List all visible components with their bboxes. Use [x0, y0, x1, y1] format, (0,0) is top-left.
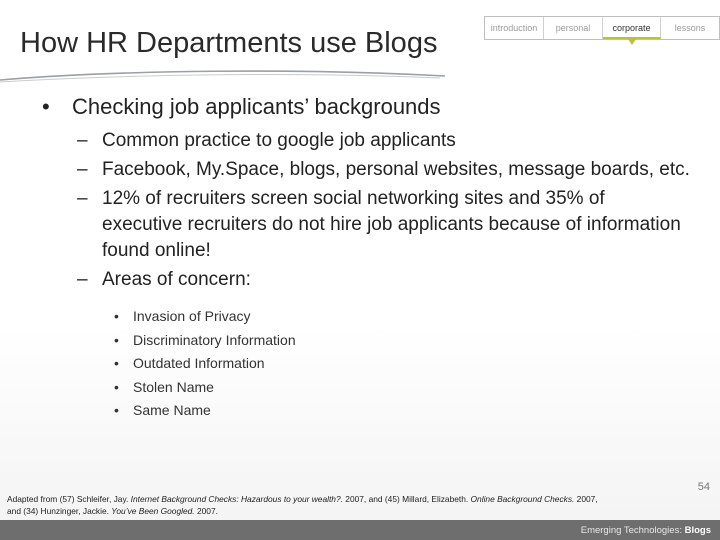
section-nav — [484, 16, 720, 40]
footer-brand-prefix: Emerging Technologies: — [580, 525, 682, 536]
tab-introduction[interactable] — [485, 17, 544, 39]
sub-bullet-text: Facebook, My.Space, blogs, personal websites, message boards, etc. — [102, 159, 690, 180]
sub-bullet-text: 12% of recruiters screen social networking sites and 35% of executive recruiters do not hire job applicants because of information found online! — [102, 188, 681, 261]
citation-footnote — [7, 493, 697, 517]
citation-text: 2007, — [576, 494, 598, 504]
sub-bullet — [40, 186, 690, 264]
concern-text: Outdated Information — [133, 355, 265, 371]
citation-text: 2007. — [196, 506, 218, 516]
sub-bullet-list — [40, 128, 690, 293]
bullet-icon: • — [114, 355, 119, 371]
concern-item — [40, 376, 690, 400]
slide-title: How HR Departments use Blogs — [20, 27, 438, 59]
sub-bullet-text: Common practice to google job applicants — [102, 130, 456, 151]
citation-text: 2007, and (45) Millard, Elizabeth. — [345, 494, 469, 504]
citation-title: Online Background Checks. — [470, 494, 575, 504]
tab-corporate[interactable] — [603, 17, 661, 39]
citation-text: Adapted from (57) Schleifer, Jay. — [7, 494, 129, 504]
footer-bar — [0, 520, 720, 540]
dash-icon: – — [77, 130, 88, 151]
citation-title: Internet Background Checks: Hazardous to your wealth?. — [130, 494, 343, 504]
title-underline-swoosh — [0, 62, 460, 86]
dash-icon: – — [77, 188, 88, 209]
concern-text: Same Name — [133, 402, 211, 418]
tab-personal[interactable] — [544, 17, 603, 39]
bullet-icon: • — [114, 402, 119, 418]
page-number: 54 — [697, 481, 710, 493]
dash-icon: – — [77, 269, 88, 290]
concern-item — [40, 399, 690, 423]
active-tab-pointer-icon — [628, 39, 636, 45]
bullet-icon: • — [114, 308, 119, 324]
sub-bullet — [40, 267, 690, 293]
tab-label: personal — [555, 23, 591, 33]
concern-text: Stolen Name — [133, 378, 214, 395]
main-bullet-text: Checking job applicants’ backgrounds — [72, 94, 441, 119]
dash-icon: – — [77, 159, 88, 180]
concern-text: Discriminatory Information — [133, 331, 296, 348]
footer-brand — [581, 525, 711, 536]
tab-label: corporate — [612, 23, 651, 33]
citation-text: and (34) Hunzinger, Jackie. — [7, 506, 109, 516]
main-bullet — [40, 92, 690, 122]
concerns-list — [40, 305, 690, 423]
concern-item — [40, 305, 690, 329]
citation-title: You’ve Been Googled. — [111, 506, 195, 516]
bullet-icon: • — [42, 94, 50, 119]
slide-content — [40, 92, 690, 423]
bullet-icon: • — [114, 378, 119, 395]
concern-text: Invasion of Privacy — [133, 308, 251, 324]
tab-label: lessons — [674, 23, 706, 33]
sub-bullet — [40, 157, 690, 183]
tab-lessons[interactable] — [661, 17, 719, 39]
tab-label: introduction — [490, 23, 538, 33]
sub-bullet — [40, 128, 690, 154]
concern-item — [40, 352, 690, 376]
bullet-icon: • — [114, 331, 119, 348]
footer-brand-suffix: Blogs — [684, 525, 711, 536]
sub-bullet-text: Areas of concern: — [102, 269, 251, 290]
concern-item — [40, 329, 690, 353]
